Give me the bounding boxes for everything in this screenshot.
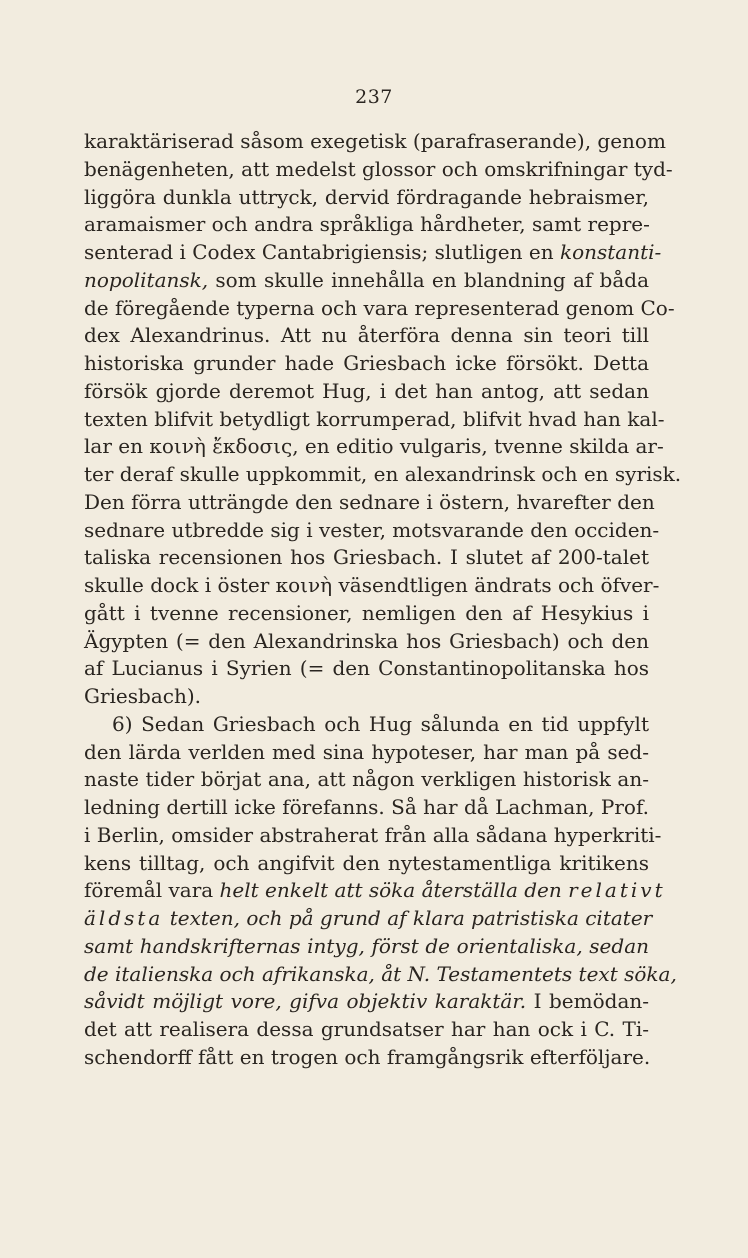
text-line <box>84 433 664 461</box>
italic-text: de italienska och afrikanska, åt N. Testamentets text söka, <box>84 961 677 986</box>
text-line <box>84 655 649 683</box>
text-run: sednare utbredde sig i vester, motsvarande den occiden- <box>84 517 660 542</box>
text-line <box>84 600 649 628</box>
page-number: 237 <box>355 86 393 108</box>
text-run: taliska recensionen hos Griesbach. I slutet af 200-talet <box>84 545 649 570</box>
text-run: liggöra dunkla uttryck, dervid fördragande hebraismer, <box>84 184 649 209</box>
text-run: af Lucianus i Syrien (= den Constantinopolitanska hos <box>84 656 649 681</box>
text-line <box>84 961 677 989</box>
text-line <box>84 933 649 961</box>
text-line <box>84 184 649 212</box>
text-run: ter deraf skulle uppkommit, en alexandrinsk och en syrisk. <box>84 462 682 486</box>
text-line <box>84 1016 649 1044</box>
text-line <box>84 683 649 711</box>
italic-text: samt handskrifternas intyg, först de orientaliska, sedan <box>84 933 649 958</box>
text-line <box>84 628 649 656</box>
text-run: historiska grunder hade Griesbach icke försökt. Detta <box>84 351 649 375</box>
text-run: gått i tvenne recensioner, nemligen den af Hesykius i <box>84 600 649 625</box>
text-line <box>84 378 649 406</box>
text-run: texten blifvit betydligt korrumperad, blifvit hvad han kal- <box>84 406 665 431</box>
text-line <box>84 1044 649 1072</box>
text-line <box>84 239 662 267</box>
paragraph-1 <box>84 128 682 711</box>
italic-text: äldsta <box>84 906 164 930</box>
text-line <box>84 544 649 572</box>
italic-text: nopolitansk, <box>84 267 209 292</box>
text-run: lar en κοινὴ ἔκδοσις, en editio vulgaris, tvenne skilda ar- <box>84 434 664 459</box>
text-run: Griesbach). <box>84 684 202 708</box>
text-line <box>84 739 649 767</box>
text-run: i Berlin, omsider abstraherat från alla sådana hyperkriti- <box>84 822 662 847</box>
text-run: benägenheten, att medelst glossor och omskrifningar tyd- <box>84 156 673 181</box>
italic-text: helt enkelt att söka återställa den <box>219 878 569 903</box>
text-line <box>84 489 655 517</box>
text-line <box>84 350 649 378</box>
text-run: karaktäriserad såsom exegetisk (parafraserande), genom <box>84 129 666 153</box>
text-run: dex Alexandrinus. Att nu återföra denna sin teori till <box>84 323 649 348</box>
text-run: försök gjorde deremot Hug, i det han antog, att sedan <box>84 378 649 403</box>
text-run: naste tider börjat ana, att någon verkligen historisk an- <box>84 767 649 792</box>
text-line <box>84 794 649 822</box>
text-line <box>84 156 673 184</box>
text-line <box>84 322 649 350</box>
text-run: schendorff fått en trogen och framgångsrik efterföljare. <box>84 1044 651 1069</box>
text-run: Ägypten (= den Alexandrinska hos Griesbach) och den <box>84 628 649 653</box>
text-run: I bemödan- <box>526 989 650 1014</box>
text-line <box>84 988 649 1016</box>
text-line <box>84 267 649 295</box>
italic-text: konstanti- <box>559 240 662 264</box>
text-run: föremål vara <box>84 878 220 903</box>
text-line <box>84 877 666 905</box>
italic-text: relativt <box>568 878 666 903</box>
text-run: senterad i Codex Cantabrigiensis; slutligen en <box>84 240 560 264</box>
text-line <box>84 572 660 600</box>
text-line <box>84 850 649 878</box>
paragraph-2 <box>84 711 677 1072</box>
text-run: skulle dock i öster κοινὴ väsendtligen ändrats och öfver- <box>84 573 660 597</box>
text-line <box>84 766 649 794</box>
text-run: det att realisera dessa grundsatser har han ock i C. Ti- <box>84 1017 649 1041</box>
body-text <box>84 128 682 1072</box>
text-line <box>84 905 653 933</box>
text-line <box>84 128 666 156</box>
text-line <box>84 461 682 489</box>
text-line <box>84 822 662 850</box>
text-run: Den förra utträngde den sednare i östern, hvarefter den <box>84 489 655 514</box>
text-line <box>84 517 660 545</box>
text-run: kens tilltag, och angifvit den nytestamentliga kritikens <box>84 850 649 875</box>
text-line <box>84 211 649 239</box>
text-run: de föregående typerna och vara representerad genom Co- <box>84 295 675 320</box>
text-run: 6) Sedan Griesbach och Hug sålunda en tid uppfylt <box>112 711 649 736</box>
italic-text: såvidt möjligt vore, gifva objektiv karaktär. <box>84 989 527 1014</box>
italic-text: texten, och på grund af klara patristiska citater <box>163 906 653 930</box>
text-run: som skulle innehålla en blandning af båda <box>208 267 649 292</box>
text-line <box>84 406 665 434</box>
text-line <box>84 295 675 323</box>
text-line <box>84 711 649 739</box>
text-run: ledning dertill icke förefanns. Så har då Lachman, Prof. <box>84 795 649 819</box>
text-run: den lärda verlden med sina hypoteser, har man på sed- <box>84 739 649 764</box>
text-run: aramaismer och andra språkliga hårdheter, samt repre- <box>84 212 650 237</box>
